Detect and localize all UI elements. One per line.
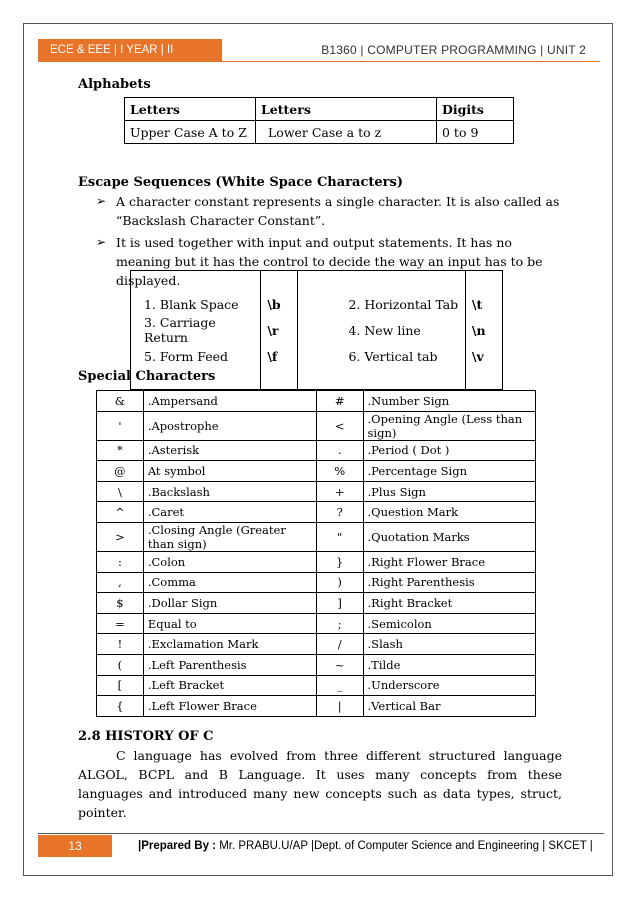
symbol-name-cell: .Asterisk (143, 440, 316, 461)
symbol-name-cell: .Left Parenthesis (143, 654, 316, 675)
table-row (97, 391, 536, 412)
symbol-name-cell: .Opening Angle (Less than sign) (363, 411, 535, 440)
symbol-cell: = (97, 613, 144, 634)
symbol-name-cell: .Question Mark (363, 502, 535, 523)
symbol-cell: " (316, 522, 363, 551)
table-cell: 4. New line (298, 315, 465, 345)
escape-code: \t (465, 293, 502, 315)
table-cell: 0 to 9 (437, 121, 514, 144)
table-row (97, 461, 536, 482)
symbol-name-cell: .Dollar Sign (143, 593, 316, 614)
symbol-cell: @ (97, 461, 144, 482)
symbol-cell: ? (316, 502, 363, 523)
page-number: 13 (38, 835, 112, 857)
symbol-cell: ^ (97, 502, 144, 523)
table-row (97, 613, 536, 634)
symbol-cell: , (97, 572, 144, 593)
symbol-cell: : (97, 551, 144, 572)
symbol-cell: & (97, 391, 144, 412)
table-cell: Upper Case A to Z (125, 121, 256, 144)
table-cell: 1. Blank Space (144, 296, 239, 312)
alphabets-heading: Alphabets (78, 77, 151, 92)
footer-divider (38, 833, 604, 834)
arrow-bullet-icon: ➢ (96, 235, 107, 249)
symbol-cell: _ (316, 675, 363, 696)
symbol-cell: { (97, 696, 144, 717)
symbol-name-cell: .Closing Angle (Greater than sign) (143, 522, 316, 551)
symbol-cell: $ (97, 593, 144, 614)
table-header-cell: Digits (437, 98, 514, 121)
symbol-cell: [ (97, 675, 144, 696)
symbol-cell: # (316, 391, 363, 412)
symbol-name-cell: .Ampersand (143, 391, 316, 412)
list-item (96, 192, 562, 230)
symbol-name-cell: .Backslash (143, 481, 316, 502)
symbol-name-cell: .Quotation Marks (363, 522, 535, 551)
table-row (125, 121, 514, 144)
symbol-name-cell: .Tilde (363, 654, 535, 675)
table-row (97, 572, 536, 593)
symbol-cell: / (316, 634, 363, 655)
symbol-cell: ' (97, 411, 144, 440)
table-row (97, 551, 536, 572)
symbol-cell: ) (316, 572, 363, 593)
symbol-cell: . (316, 440, 363, 461)
symbol-name-cell: .Slash (363, 634, 535, 655)
table-cell: Lower Case a to z (256, 121, 437, 144)
symbol-cell: ; (316, 613, 363, 634)
table-row (97, 593, 536, 614)
escape-code: \r (261, 315, 298, 345)
table-row (97, 654, 536, 675)
header-title: B1360 | COMPUTER PROGRAMMING | UNIT 2 (321, 43, 586, 57)
escape-code: \n (465, 315, 502, 345)
symbol-name-cell: .Percentage Sign (363, 461, 535, 482)
symbol-cell: ] (316, 593, 363, 614)
symbol-name-cell: At symbol (143, 461, 316, 482)
table-row (97, 481, 536, 502)
symbol-name-cell: .Underscore (363, 675, 535, 696)
symbol-name-cell: .Right Parenthesis (363, 572, 535, 593)
history-paragraph (78, 746, 562, 822)
table-row (131, 293, 503, 315)
table-row (97, 522, 536, 551)
special-heading: Special Characters (78, 369, 216, 384)
symbol-name-cell: .Plus Sign (363, 481, 535, 502)
symbol-cell: | (316, 696, 363, 717)
footer-prepared-label: |Prepared By : (138, 840, 216, 852)
footer-text (138, 835, 593, 857)
table-row (97, 411, 536, 440)
bullet-text: It is used together with input and output statements. It has no meaning but it has the control to decide the way an input has to be displayed. (116, 235, 543, 288)
table-cell: 2. Horizontal Tab (298, 293, 465, 315)
symbol-cell: < (316, 411, 363, 440)
table-row (131, 315, 503, 345)
symbol-name-cell: Equal to (143, 613, 316, 634)
escape-code: \v (465, 345, 502, 367)
symbol-name-cell: .Comma (143, 572, 316, 593)
table-row (97, 696, 536, 717)
symbol-cell: % (316, 461, 363, 482)
history-heading: 2.8 HISTORY OF C (78, 729, 214, 744)
symbol-name-cell: .Left Flower Brace (143, 696, 316, 717)
table-row (97, 634, 536, 655)
symbol-cell: \ (97, 481, 144, 502)
table-row (131, 345, 503, 367)
symbol-name-cell: .Right Bracket (363, 593, 535, 614)
header-tag: ECE & EEE | I YEAR | II SEMESTER (38, 39, 222, 61)
bullet-text: A character constant represents a single character. It is also called as “Backslash Character Constant”. (116, 194, 560, 228)
table-header-cell: Letters (125, 98, 256, 121)
escape-code: \f (261, 345, 298, 367)
symbol-cell: ! (97, 634, 144, 655)
table-cell: 3. Carriage Return (144, 315, 216, 345)
symbol-name-cell: .Caret (143, 502, 316, 523)
symbol-cell: } (316, 551, 363, 572)
symbol-name-cell: .Left Bracket (143, 675, 316, 696)
symbol-cell: + (316, 481, 363, 502)
symbol-cell: > (97, 522, 144, 551)
symbol-name-cell: .Exclamation Mark (143, 634, 316, 655)
footer-prepared-text: Mr. PRABU.U/AP |Dept. of Computer Science and Engineering | SKCET | (216, 840, 593, 852)
table-row (97, 675, 536, 696)
symbol-cell: * (97, 440, 144, 461)
arrow-bullet-icon: ➢ (96, 194, 107, 208)
table-header-row (125, 98, 514, 121)
special-characters-table (96, 390, 536, 717)
symbol-name-cell: .Period ( Dot ) (363, 440, 535, 461)
history-text: C language has evolved from three different structured language ALGOL, BCPL and B Language. It uses many concepts from these languages and introduced many new concepts such as data types, struct, pointer. (78, 748, 562, 820)
escape-heading: Escape Sequences (White Space Characters) (78, 175, 403, 190)
symbol-name-cell: .Number Sign (363, 391, 535, 412)
table-cell: 5. Form Feed (144, 348, 229, 364)
symbol-cell: ~ (316, 654, 363, 675)
table-row (97, 502, 536, 523)
symbol-cell: ( (97, 654, 144, 675)
table-header-cell: Letters (256, 98, 437, 121)
symbol-name-cell: .Apostrophe (143, 411, 316, 440)
alphabets-table (124, 97, 514, 144)
symbol-name-cell: .Vertical Bar (363, 696, 535, 717)
symbol-name-cell: .Right Flower Brace (363, 551, 535, 572)
table-cell: 6. Vertical tab (298, 345, 465, 367)
symbol-name-cell: .Colon (143, 551, 316, 572)
table-row (97, 440, 536, 461)
header-divider (38, 61, 600, 62)
symbol-name-cell: .Semicolon (363, 613, 535, 634)
escape-code: \b (261, 293, 298, 315)
